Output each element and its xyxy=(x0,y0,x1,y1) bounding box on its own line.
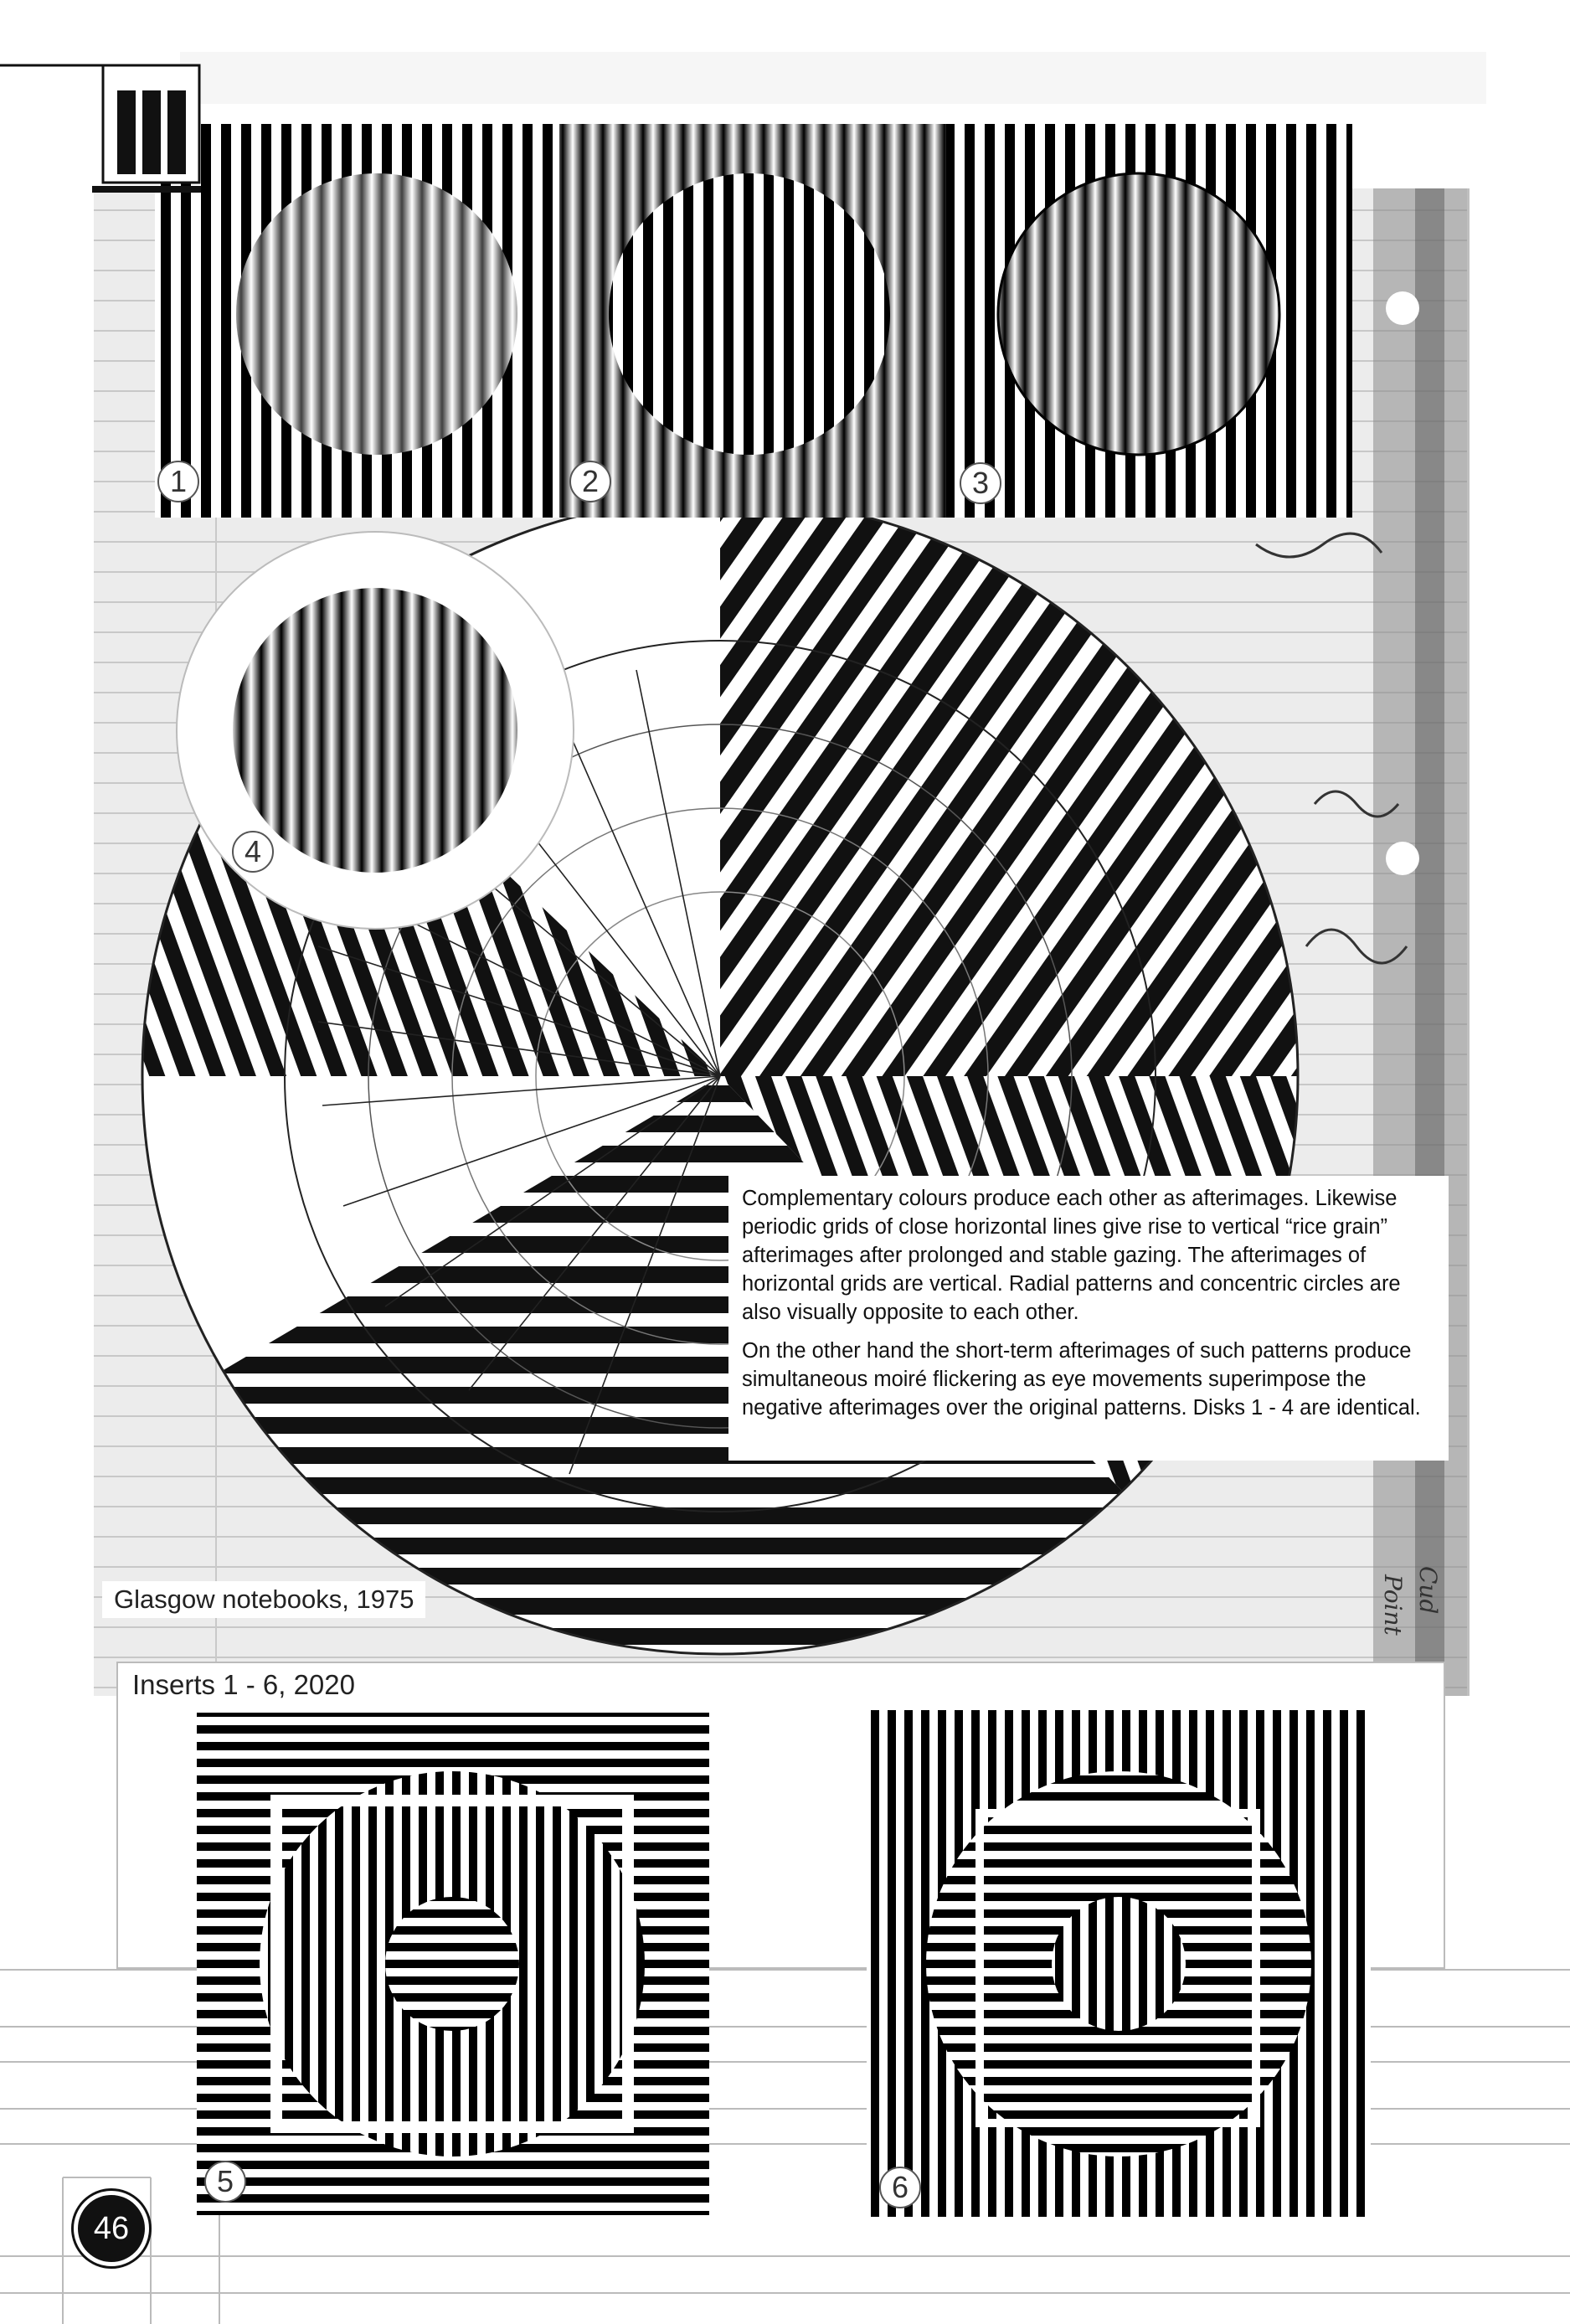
insert-badge-2: 2 xyxy=(569,461,611,502)
insert-badge-1: 1 xyxy=(157,461,199,502)
notebook-scribble-1: Point xyxy=(1379,1574,1407,1636)
explanation-paragraph-1: Complementary colours produce each other as afterimages. Likewise periodic grids of close horizontal lines give rise to vertical “rice grain” afterimages after prolonged and stable gazing. The afterimages of horizontal grids are vertical. Radial patterns and concentric circles are also visually opposite to each other. xyxy=(742,1187,1401,1324)
notebook-scribble-2: Cud xyxy=(1414,1566,1442,1615)
insert-badge-5: 5 xyxy=(204,2161,246,2203)
book-section-icon xyxy=(92,65,201,193)
explanation-paragraph-2: On the other hand the short-term afterimages of such patterns produce simultaneous moiré flickering as eye movements superimpose the negative afterimages over the original patterns. Disks 1 - 4 are identical. xyxy=(742,1339,1421,1420)
notebooks-caption: Glasgow notebooks, 1975 xyxy=(102,1581,425,1618)
insert-badge-4: 4 xyxy=(232,831,274,873)
explanation-text xyxy=(728,1176,1449,1461)
page-number: 46 xyxy=(74,2191,149,2266)
insert-badge-3: 3 xyxy=(960,462,1001,504)
inserts-caption: Inserts 1 - 6, 2020 xyxy=(132,1669,355,1700)
insert-badge-6: 6 xyxy=(879,2167,921,2208)
